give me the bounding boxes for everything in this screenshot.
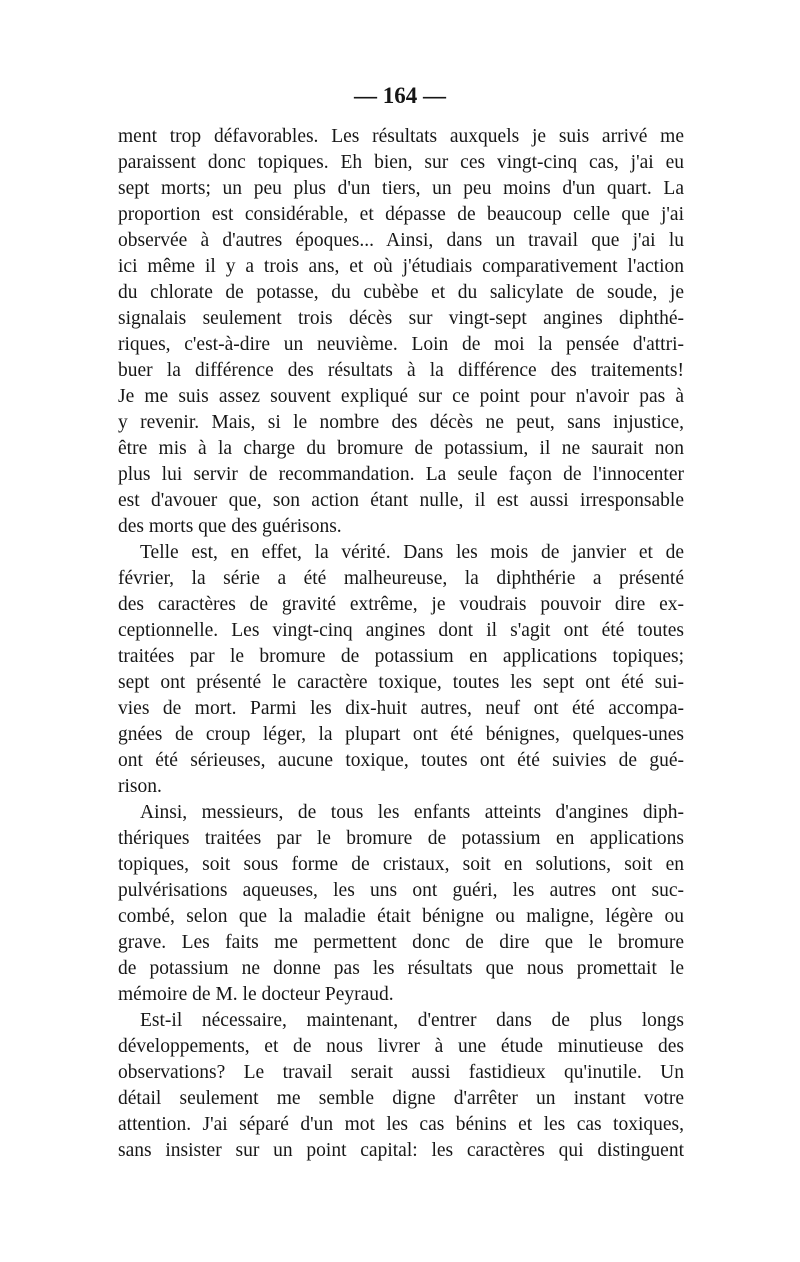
text-line: buer la différence des résultats à la différence des traitements! — [118, 360, 684, 381]
text-line: ont été sérieuses, aucune toxique, toutes ont été suivies de gué- — [118, 750, 684, 771]
text-line: grave. Les faits me permettent donc de dire que le bromure — [118, 932, 684, 953]
text-line: ceptionnelle. Les vingt-cinq angines dont il s'agit ont été toutes — [118, 620, 684, 641]
text-line: mémoire de M. le docteur Peyraud. — [118, 984, 394, 1005]
text-line: des caractères de gravité extrême, je voudrais pouvoir dire ex- — [118, 594, 684, 615]
text-line: paraissent donc topiques. Eh bien, sur ces vingt-cinq cas, j'ai eu — [118, 152, 684, 173]
text-line: signalais seulement trois décès sur vingt-sept angines diphthé- — [118, 308, 684, 329]
text-line: Telle est, en effet, la vérité. Dans les mois de janvier et de — [140, 542, 684, 563]
text-line: février, la série a été malheureuse, la diphthérie a présenté — [118, 568, 684, 589]
body-text — [118, 124, 684, 1164]
text-line: détail seulement me semble digne d'arrêter un instant votre — [118, 1088, 684, 1109]
text-line: Ainsi, messieurs, de tous les enfants atteints d'angines diph- — [140, 802, 684, 823]
text-line: traitées par le bromure de potassium en applications topiques; — [118, 646, 684, 667]
text-line: de potassium ne donne pas les résultats que nous promettait le — [118, 958, 684, 979]
text-line: gnées de croup léger, la plupart ont été bénignes, quelques-unes — [118, 724, 684, 745]
text-line: riques, c'est-à-dire un neuvième. Loin de moi la pensée d'attri- — [118, 334, 684, 355]
text-line: ici même il y a trois ans, et où j'étudiais comparativement l'action — [118, 256, 684, 277]
text-line: combé, selon que la maladie était bénigne ou maligne, légère ou — [118, 906, 684, 927]
text-line: observée à d'autres époques... Ainsi, dans un travail que j'ai lu — [118, 230, 684, 251]
text-line: développements, et de nous livrer à une étude minutieuse des — [118, 1036, 684, 1057]
paragraph-2 — [118, 540, 684, 800]
text-line: du chlorate de potasse, du cubèbe et du salicylate de soude, je — [118, 282, 684, 303]
text-line: Est-il nécessaire, maintenant, d'entrer dans de plus longs — [140, 1010, 684, 1031]
page-number: — 164 — — [354, 83, 446, 108]
paragraph-1 — [118, 124, 684, 540]
text-line: sept ont présenté le caractère toxique, toutes les sept ont été sui- — [118, 672, 684, 693]
text-line: Je me suis assez souvent expliqué sur ce point pour n'avoir pas à — [118, 386, 684, 407]
text-line: pulvérisations aqueuses, les uns ont guéri, les autres ont suc- — [118, 880, 684, 901]
text-line: vies de mort. Parmi les dix-huit autres, neuf ont été accompa- — [118, 698, 684, 719]
text-line: ment trop défavorables. Les résultats auxquels je suis arrivé me — [118, 126, 684, 147]
text-line: des morts que des guérisons. — [118, 516, 342, 537]
text-line: être mis à la charge du bromure de potassium, il ne saurait non — [118, 438, 684, 459]
text-line: attention. J'ai séparé d'un mot les cas bénins et les cas toxiques, — [118, 1114, 684, 1135]
text-line: sans insister sur un point capital: les caractères qui distinguent — [118, 1140, 684, 1161]
text-line: plus lui servir de recommandation. La seule façon de l'innocenter — [118, 464, 684, 485]
text-line: rison. — [118, 776, 162, 797]
text-line: observations? Le travail serait aussi fastidieux qu'inutile. Un — [118, 1062, 684, 1083]
text-line: y revenir. Mais, si le nombre des décès ne peut, sans injustice, — [118, 412, 684, 433]
text-line: est d'avouer que, son action étant nulle, il est aussi irresponsable — [118, 490, 684, 511]
text-line: proportion est considérable, et dépasse de beaucoup celle que j'ai — [118, 204, 684, 225]
paragraph-4 — [118, 1008, 684, 1164]
text-line: sept morts; un peu plus d'un tiers, un peu moins d'un quart. La — [118, 178, 684, 199]
text-line: topiques, soit sous forme de cristaux, soit en solutions, soit en — [118, 854, 684, 875]
text-line: thériques traitées par le bromure de potassium en applications — [118, 828, 684, 849]
paragraph-3 — [118, 800, 684, 1008]
